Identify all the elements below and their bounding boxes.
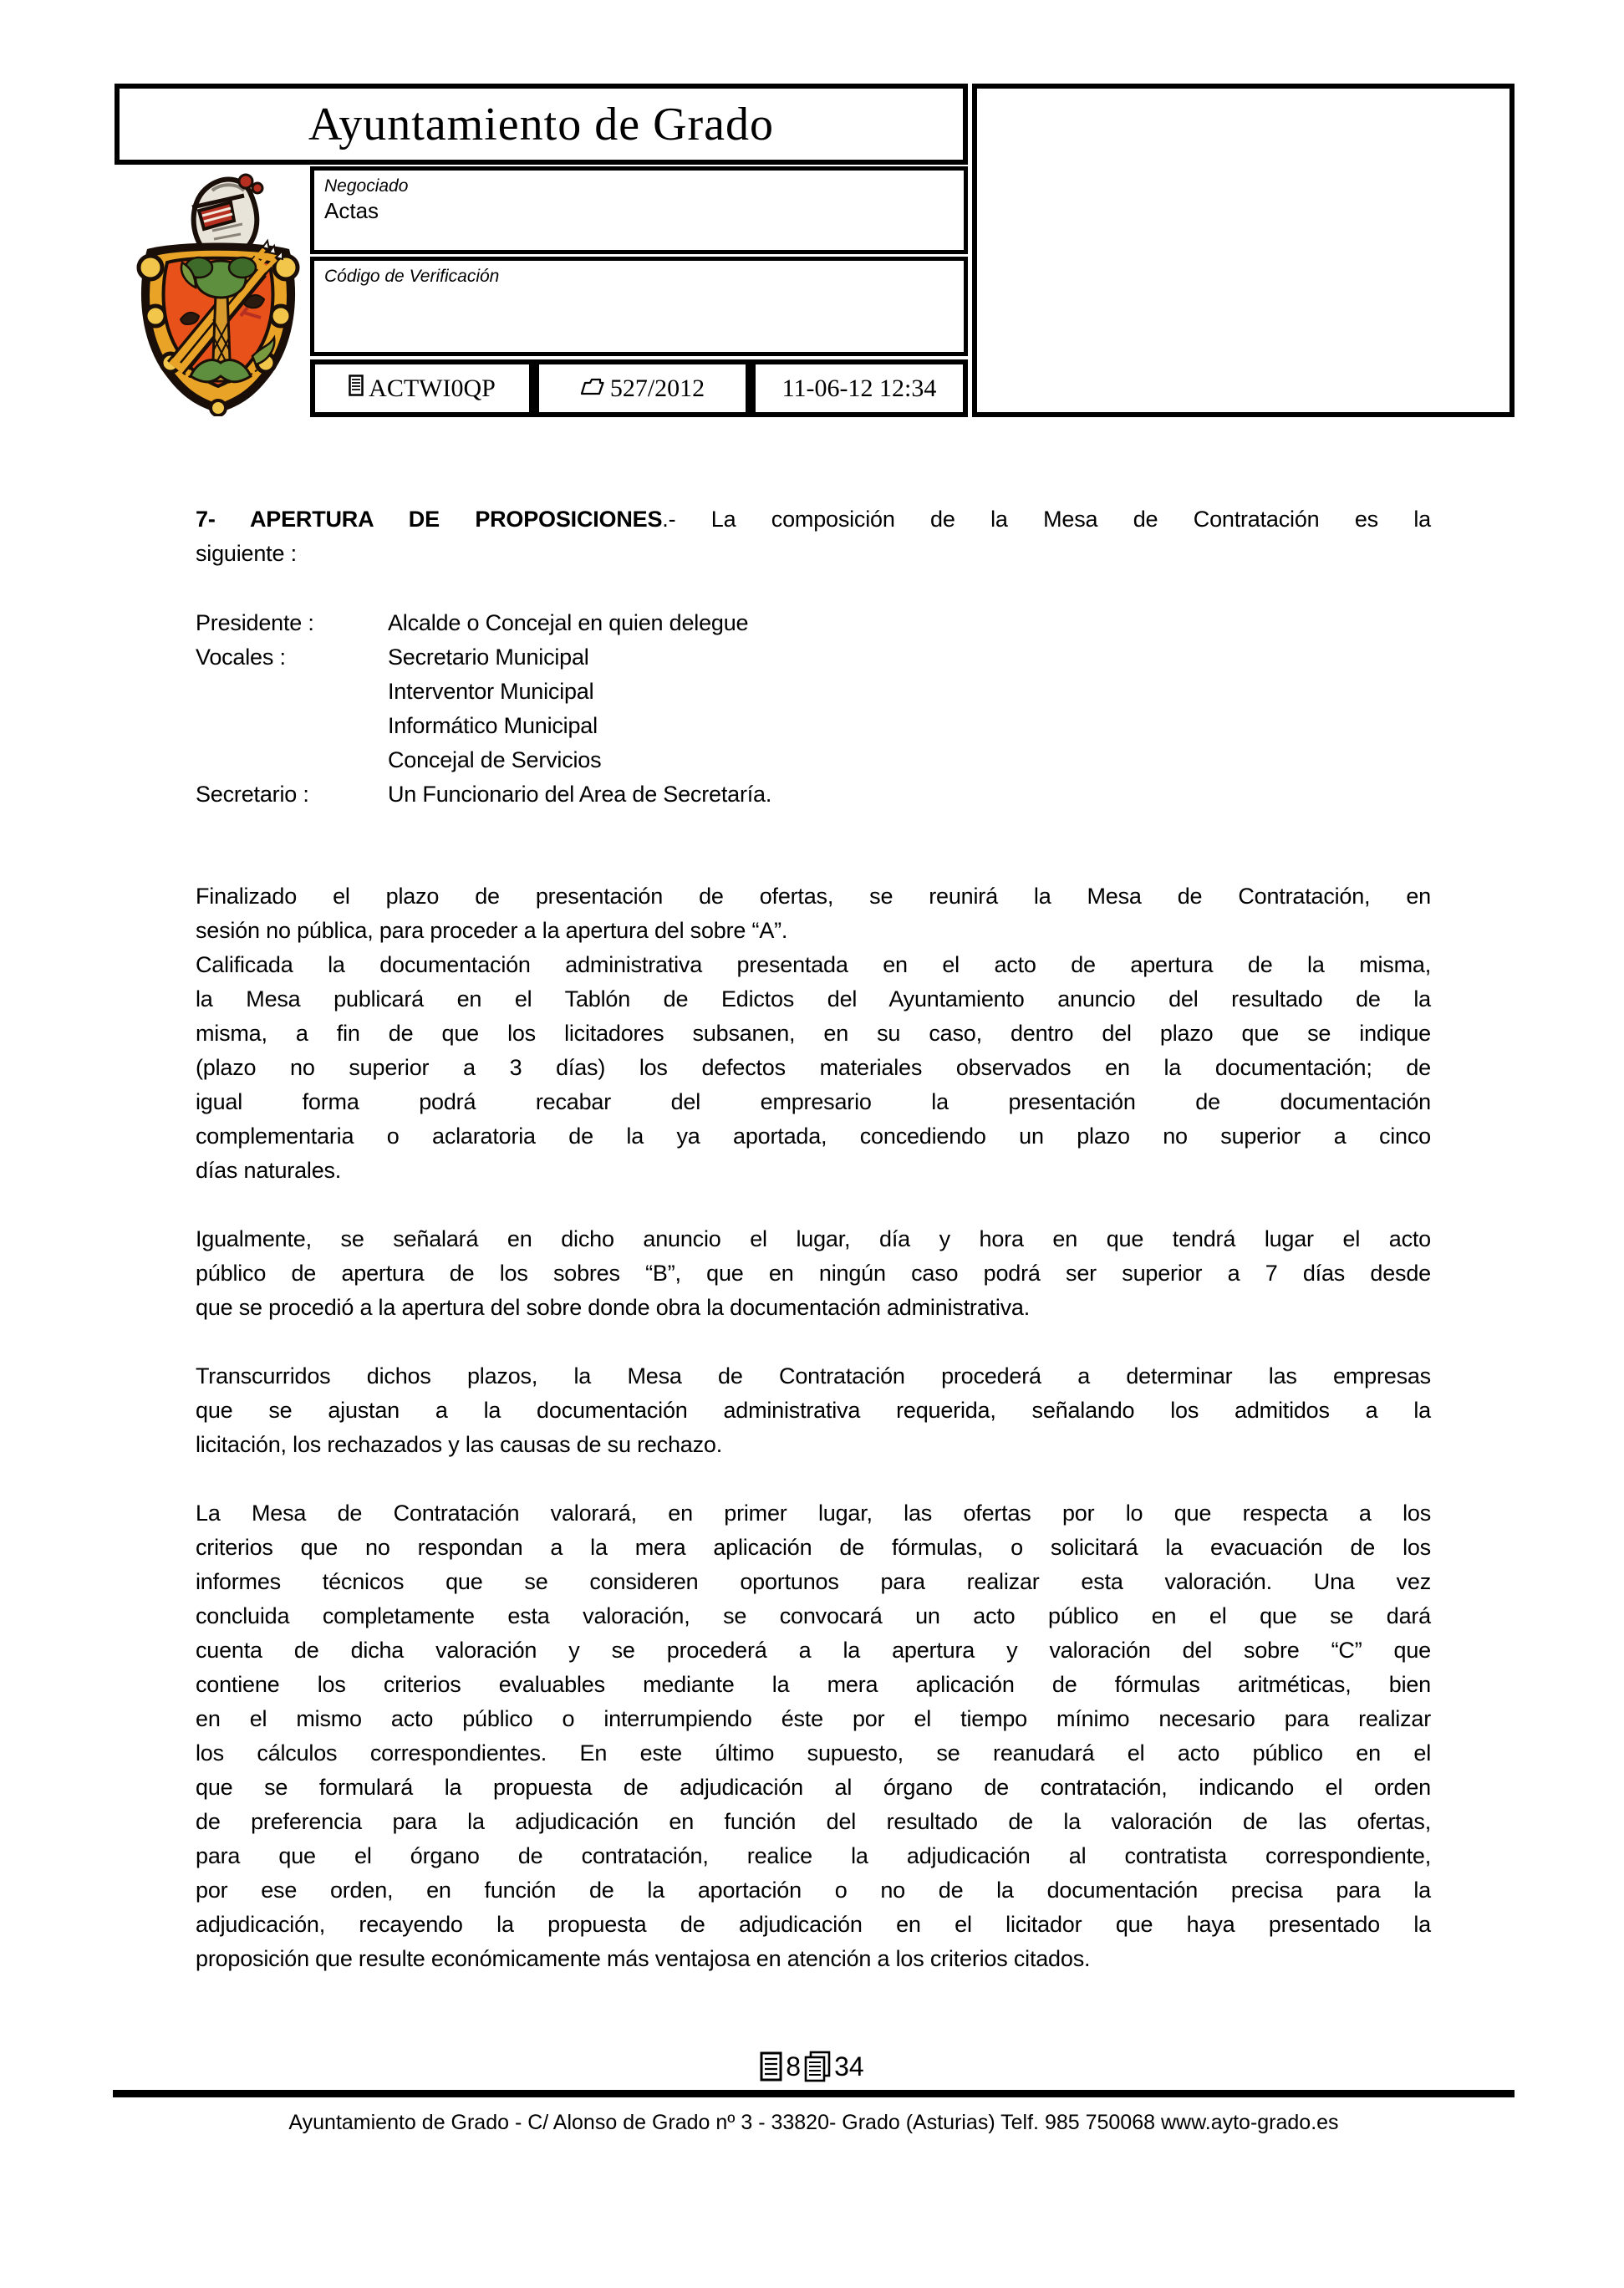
paragraph-line: cuenta de dicha valoración y se procederá a la apertura y valoración del sobre “C” que bbox=[196, 1638, 1431, 1663]
heading-rest: .- La composición de la Mesa de Contratación es la bbox=[662, 507, 1431, 532]
negociado-box bbox=[310, 166, 968, 254]
paragraph-line: Igualmente, se señalará en dicho anuncio el lugar, día y hora en que tendrá lugar el acto bbox=[196, 1226, 1431, 1251]
roster-value: Alcalde o Concejal en quien delegue bbox=[388, 610, 749, 635]
roster-label: Vocales : bbox=[196, 645, 286, 670]
paragraph-line: los cálculos correspondientes. En este último supuesto, se reanudará el acto público en el bbox=[196, 1740, 1431, 1766]
roster-value: Secretario Municipal bbox=[388, 645, 589, 670]
roster-row bbox=[196, 709, 1431, 743]
paragraph-line: sesión no pública, para proceder a la apertura del sobre “A”. bbox=[196, 918, 788, 943]
roster-row bbox=[196, 675, 1431, 709]
roster-label bbox=[196, 675, 388, 709]
page-current: 8 bbox=[786, 2051, 802, 2082]
paragraph-line: proposición que resulte económicamente más ventajosa en atención a los criterios citados. bbox=[196, 1946, 1091, 1971]
paragraph-line: que se formulará la propuesta de adjudicación al órgano de contratación, indicando el orden bbox=[196, 1775, 1431, 1800]
paragraph-line: misma, a fin de que los licitadores subsanen, en su caso, dentro del plazo que se indique bbox=[196, 1021, 1431, 1046]
doc-code: ACTWI0QP bbox=[369, 374, 496, 402]
roster-row bbox=[196, 777, 1431, 812]
body-paragraphs bbox=[196, 845, 1431, 1976]
file-number: 527/2012 bbox=[609, 374, 705, 402]
roster-label bbox=[196, 743, 388, 777]
organization-title: Ayuntamiento de Grado bbox=[308, 98, 775, 150]
heading-bold: 7- APERTURA DE PROPOSICIONES bbox=[196, 507, 663, 532]
page-indicator bbox=[0, 2048, 1624, 2085]
pages-icon bbox=[804, 2051, 831, 2082]
paragraph-line: la Mesa publicará en el Tablón de Edictos del Ayuntamiento anuncio del resultado de la bbox=[196, 986, 1431, 1012]
paragraph-line: criterios que no respondan a la mera aplicación de fórmulas, o solicitará la evacuación de los bbox=[196, 1535, 1431, 1560]
negociado-value: Actas bbox=[324, 198, 379, 223]
paragraph-line: para que el órgano de contratación, realice la adjudicación al contratista correspondiente, bbox=[196, 1843, 1431, 1868]
paragraph-line: Transcurridos dichos plazos, la Mesa de Contratación procederá a determinar las empresas bbox=[196, 1363, 1431, 1389]
paragraph-gap bbox=[196, 845, 1431, 879]
datetime: 11-06-12 12:34 bbox=[781, 374, 937, 402]
knight-helmet-icon bbox=[192, 175, 262, 251]
page-icon bbox=[760, 2051, 782, 2082]
paragraph-line: licitación, los rechazados y las causas de su rechazo. bbox=[196, 1432, 723, 1457]
paragraph-line: adjudicación, recayendo la propuesta de adjudicación en el licitador que haya presentado la bbox=[196, 1912, 1431, 1937]
header-title-box bbox=[115, 84, 968, 165]
paragraph-line: concluida completamente esta valoración, se convocará un acto público en el que se dará bbox=[196, 1603, 1431, 1628]
file-number-cell bbox=[534, 359, 751, 417]
paragraph-line: (plazo no superior a 3 días) los defectos materiales observados en la documentación; de bbox=[196, 1055, 1431, 1080]
paragraph-gap bbox=[196, 1325, 1431, 1359]
paragraph-gap bbox=[196, 1462, 1431, 1496]
paragraph-line: Finalizado el plazo de presentación de ofertas, se reunirá la Mesa de Contratación, en bbox=[196, 884, 1431, 909]
roster-row bbox=[196, 640, 1431, 675]
roster-row bbox=[196, 606, 1431, 640]
paragraph-line: público de apertura de los sobres “B”, que en ningún caso podrá ser superior a 7 días desde bbox=[196, 1261, 1431, 1286]
roster-row bbox=[196, 743, 1431, 777]
paragraph-line: que se ajustan a la documentación administrativa requerida, señalando los admitidos a la bbox=[196, 1398, 1431, 1423]
paragraph-line: en el mismo acto público o interrumpiendo éste por el tiempo mínimo necesario para realizar bbox=[196, 1706, 1431, 1731]
footer-rule bbox=[113, 2090, 1515, 2097]
paragraph-line: de preferencia para la adjudicación en función del resultado de la valoración de las ofertas, bbox=[196, 1809, 1431, 1834]
paragraph-line: informes técnicos que se consideren oportunos para realizar esta valoración. Una vez bbox=[196, 1569, 1431, 1594]
heading-line-1 bbox=[196, 502, 1431, 537]
roster-label: Presidente : bbox=[196, 610, 314, 635]
coat-of-arms-icon bbox=[119, 169, 318, 416]
roster-value: Informático Municipal bbox=[388, 713, 598, 738]
paragraph-line: contiene los criterios evaluables mediante la mera aplicación de fórmulas aritméticas, bien bbox=[196, 1672, 1431, 1697]
paragraph-line: Calificada la documentación administrativa presentada en el acto de apertura de la misma, bbox=[196, 952, 1431, 977]
paragraph-line: La Mesa de Contratación valorará, en primer lugar, las ofertas por lo que respecta a los bbox=[196, 1501, 1431, 1526]
doc-code-cell bbox=[310, 359, 534, 417]
footer-address: Ayuntamiento de Grado - C/ Alonso de Grado nº 3 - 33820- Grado (Asturias) Telf. 985 750068 www.ayto-grado.es bbox=[288, 2111, 1339, 2134]
paragraph-line: por ese orden, en función de la aportación o no de la documentación precisa para la bbox=[196, 1878, 1431, 1903]
negociado-label: Negociado bbox=[324, 176, 409, 196]
section-heading bbox=[196, 502, 1431, 571]
roster-value: Un Funcionario del Area de Secretaría. bbox=[388, 782, 772, 807]
roster-value: Concejal de Servicios bbox=[388, 747, 602, 772]
header-empty-box bbox=[972, 84, 1515, 417]
committee-roster bbox=[196, 606, 1431, 812]
paragraph-line: igual forma podrá recabar del empresario la presentación de documentación bbox=[196, 1089, 1431, 1114]
paragraph-line: complementaria o aclaratoria de la ya aportada, concediendo un plazo no superior a cinco bbox=[196, 1124, 1431, 1149]
roster-label bbox=[196, 709, 388, 743]
roster-label: Secretario : bbox=[196, 782, 309, 807]
paragraph-line: días naturales. bbox=[196, 1158, 342, 1183]
verification-code-box bbox=[310, 257, 968, 356]
roster-value: Interventor Municipal bbox=[388, 679, 594, 704]
document-icon bbox=[349, 375, 364, 403]
paragraph-gap bbox=[196, 1188, 1431, 1222]
paragraph-line: que se procedió a la apertura del sobre donde obra la documentación administrativa. bbox=[196, 1295, 1031, 1320]
datetime-cell bbox=[751, 359, 968, 417]
heading-line-2: siguiente : bbox=[196, 541, 297, 566]
page-total: 34 bbox=[834, 2051, 864, 2082]
verification-code-label: Código de Verificación bbox=[324, 267, 500, 286]
folder-icon bbox=[580, 375, 605, 403]
